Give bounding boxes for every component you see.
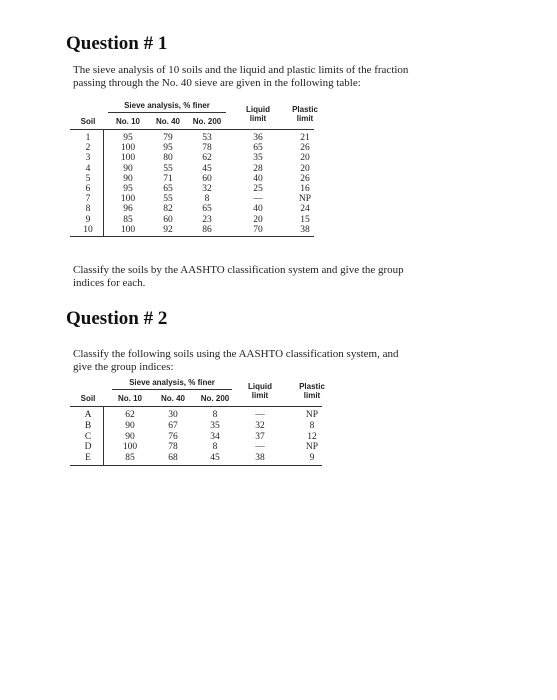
- table-cell: 32: [255, 420, 265, 431]
- table-bottom-rule: [70, 236, 314, 237]
- table-cell: 100: [120, 143, 136, 154]
- table-cell: 90: [125, 420, 135, 431]
- table-cell: 86: [202, 224, 212, 235]
- table-soil-divider: [103, 406, 104, 465]
- table-cell: 28: [253, 163, 263, 174]
- table-cell: 100: [120, 194, 136, 205]
- question-2-intro: [73, 348, 399, 374]
- table-cell: 55: [163, 194, 173, 205]
- table-cell: 80: [163, 153, 173, 164]
- table-column-header-line: limit: [296, 114, 314, 123]
- table-cell: 16: [300, 184, 310, 194]
- question-1-intro-line: passing through the No. 40 sieve are given in the following table:: [73, 77, 361, 89]
- table-cell: 7: [85, 194, 91, 205]
- table-cell: 65: [163, 184, 173, 194]
- table-cell: 8: [309, 420, 315, 431]
- question-1-intro: [73, 64, 408, 90]
- table-cell: NP: [305, 442, 319, 453]
- table-cell: 95: [123, 184, 133, 194]
- table-cell: 8: [212, 410, 218, 420]
- question-2-intro-line: Classify the following soils using the AASHTO classification system, and: [73, 348, 399, 360]
- table-cell: 4: [85, 163, 91, 174]
- table-cell: A: [84, 410, 92, 420]
- table-cell: 90: [123, 163, 133, 174]
- table-bottom-rule: [70, 465, 322, 466]
- table-cell: —: [253, 194, 263, 205]
- table-cell: 65: [253, 143, 263, 154]
- table-cell: 9: [309, 453, 315, 464]
- table-cell: 26: [300, 143, 310, 154]
- table-cell: 78: [202, 143, 212, 154]
- table-cell: 67: [168, 420, 178, 431]
- table-cell: 95: [163, 143, 173, 154]
- table-column-header: Soil: [80, 117, 96, 126]
- table-column-header: No. 40: [155, 117, 180, 126]
- table-column-header: No. 200: [192, 117, 222, 126]
- table-cell: 35: [210, 420, 220, 431]
- table-cell: NP: [305, 410, 319, 420]
- table-cell: 96: [123, 204, 133, 215]
- question-1-task-line: indices for each.: [73, 277, 146, 289]
- table-cell: 36: [253, 133, 263, 143]
- table-soil-divider: [103, 129, 104, 236]
- table-cell: 38: [255, 453, 265, 464]
- table-cell: 45: [210, 453, 220, 464]
- table-cell: 70: [253, 224, 263, 235]
- table-column-header: No. 10: [117, 394, 142, 403]
- question-1-intro-line: The sieve analysis of 10 soils and the liquid and plastic limits of the fraction: [73, 64, 409, 76]
- table-cell: 30: [168, 410, 178, 420]
- table-column-header: No. 200: [200, 394, 230, 403]
- table-cell: NP: [298, 194, 312, 205]
- table-cell: 10: [83, 224, 93, 235]
- question-2-title: Question # 2: [66, 308, 168, 329]
- table-cell: 2: [85, 143, 91, 154]
- table-cell: 76: [168, 431, 178, 442]
- table-cell: 92: [163, 224, 173, 235]
- table-cell: 37: [255, 431, 265, 442]
- table-cell: 71: [163, 173, 173, 184]
- table-cell: 1: [85, 133, 91, 143]
- question-1-task: [73, 264, 404, 290]
- table-cell: 78: [168, 442, 178, 453]
- table-cell: 3: [85, 153, 91, 164]
- table-column-header: [234, 382, 286, 400]
- table-group-rule: [108, 112, 226, 113]
- table-column-header-line: limit: [249, 114, 267, 123]
- table-column-header: No. 40: [160, 394, 185, 403]
- table-cell: 100: [122, 442, 138, 453]
- table-column-header-line: limit: [303, 391, 321, 400]
- table-cell: 15: [300, 214, 310, 225]
- table-cell: 20: [300, 163, 310, 174]
- table-cell: 40: [253, 204, 263, 215]
- table-cell: 90: [123, 173, 133, 184]
- table-cell: 6: [85, 184, 91, 194]
- table-header-rule: [70, 406, 322, 407]
- table-column-header: [232, 105, 284, 123]
- table-cell: 85: [123, 214, 133, 225]
- question-1-task-line: Classify the soils by the AASHTO classification system and give the group: [73, 264, 404, 276]
- table-cell: 100: [120, 224, 136, 235]
- table-column-header-line: limit: [251, 391, 269, 400]
- table-column-header: [286, 382, 338, 400]
- table-cell: —: [255, 442, 265, 453]
- table-cell: 8: [212, 442, 218, 453]
- table-column-header: [279, 105, 331, 123]
- table-cell: 25: [253, 184, 263, 194]
- table-cell: 68: [168, 453, 178, 464]
- table-cell: 45: [202, 163, 212, 174]
- table-cell: 62: [202, 153, 212, 164]
- table-cell: 53: [202, 133, 212, 143]
- table-cell: 8: [204, 194, 210, 205]
- table-cell: 9: [85, 214, 91, 225]
- table-cell: 32: [202, 184, 212, 194]
- table-header-rule: [70, 129, 314, 130]
- table-cell: 60: [163, 214, 173, 225]
- table-column-header-line: Plastic: [299, 382, 325, 391]
- table-cell: C: [84, 431, 92, 442]
- table-cell: 79: [163, 133, 173, 143]
- table-column-header: No. 10: [115, 117, 140, 126]
- table-cell: 90: [125, 431, 135, 442]
- table-cell: 24: [300, 204, 310, 215]
- table-cell: 26: [300, 173, 310, 184]
- table-column-header-line: Plastic: [292, 105, 318, 114]
- table-cell: 95: [123, 133, 133, 143]
- table-group-header: Sieve analysis, % finer: [129, 378, 215, 387]
- table-cell: 12: [307, 431, 317, 442]
- table-cell: —: [255, 410, 265, 420]
- table-cell: 8: [85, 204, 91, 215]
- table-cell: 60: [202, 173, 212, 184]
- question-1-title: Question # 1: [66, 33, 168, 54]
- table-column-header-line: Liquid: [246, 105, 270, 114]
- table-cell: D: [84, 442, 92, 453]
- table-cell: 38: [300, 224, 310, 235]
- table-group-header: Sieve analysis, % finer: [124, 101, 210, 110]
- table-cell: 21: [300, 133, 310, 143]
- table-column-header: Soil: [80, 394, 96, 403]
- table-cell: 35: [253, 153, 263, 164]
- table-cell: 62: [125, 410, 135, 420]
- table-cell: 100: [120, 153, 136, 164]
- table-cell: 20: [253, 214, 263, 225]
- table-cell: 40: [253, 173, 263, 184]
- table-cell: 20: [300, 153, 310, 164]
- table-column-header-line: Liquid: [248, 382, 272, 391]
- table-cell: 34: [210, 431, 220, 442]
- table-cell: 65: [202, 204, 212, 215]
- table-cell: B: [84, 420, 92, 431]
- question-2-intro-line: give the group indices:: [73, 361, 174, 373]
- table-cell: E: [85, 453, 91, 464]
- table-cell: 5: [85, 173, 91, 184]
- table-cell: 23: [202, 214, 212, 225]
- table-cell: 55: [163, 163, 173, 174]
- table-cell: 82: [163, 204, 173, 215]
- table-cell: 85: [125, 453, 135, 464]
- table-group-rule: [112, 389, 232, 390]
